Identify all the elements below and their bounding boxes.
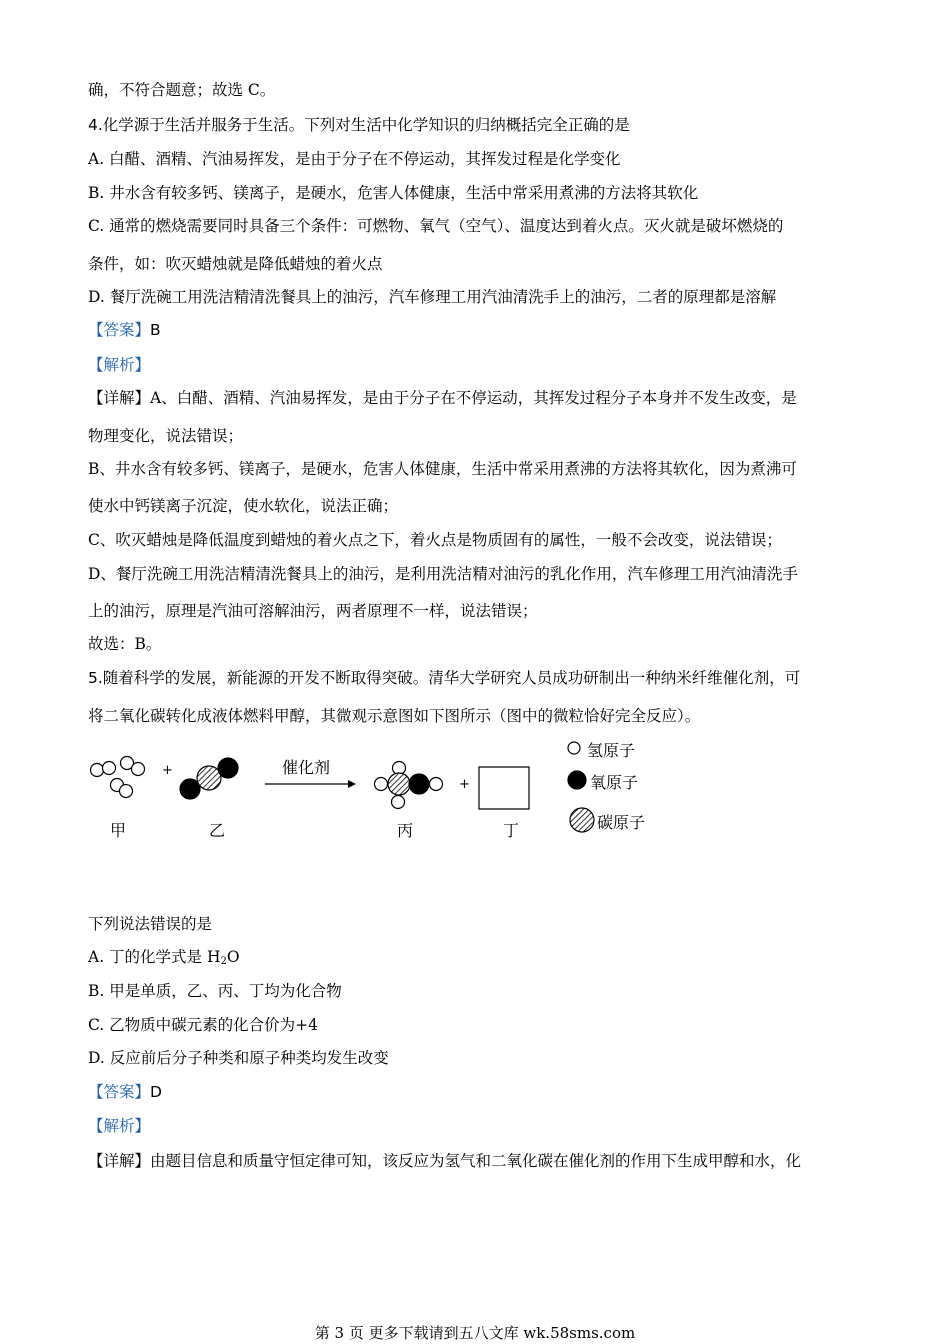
answer-line bbox=[88, 1082, 162, 1102]
answer-value: D bbox=[150, 1083, 162, 1101]
question-5-prompt: 下列说法错误的是 bbox=[88, 915, 213, 933]
legend-hydrogen: 氢原子 bbox=[587, 741, 636, 760]
analysis-tag: 【解析】 bbox=[88, 356, 151, 374]
option-a-text: A. 丁的化学式是 H bbox=[88, 948, 221, 966]
co2-molecule-yi bbox=[180, 758, 238, 799]
subscript: 2 bbox=[220, 956, 227, 967]
plus-sign: + bbox=[162, 763, 173, 778]
question-4-stem bbox=[88, 115, 630, 135]
analysis-tag-line bbox=[88, 1116, 150, 1136]
methanol-molecule-bing bbox=[375, 762, 443, 809]
detail-line: 故选：B。 bbox=[88, 635, 162, 653]
hydrogen-molecules-jia bbox=[91, 757, 145, 798]
option-b: B. 甲是单质，乙、丙、丁均为化合物 bbox=[88, 982, 342, 1000]
detail-line: B、井水含有较多钙、镁离子，是硬水，危害人体健康，生活中常采用煮沸的方法将其软化，因为煮沸可 bbox=[88, 460, 797, 478]
label-bing: 丙 bbox=[397, 821, 414, 840]
legend-carbon: 碳原子 bbox=[597, 813, 646, 832]
answer-line bbox=[88, 320, 161, 340]
option-b: B. 井水含有较多钙、镁离子，是硬水，危害人体健康，生活中常采用煮沸的方法将其软化 bbox=[88, 184, 699, 202]
answer-tag: 【答案】 bbox=[88, 321, 151, 339]
reaction-arrow bbox=[265, 780, 356, 788]
detail-line: C、吹灭蜡烛是降低温度到蜡烛的着火点之下，着火点是物质固有的属性，一般不会改变，说法错误； bbox=[88, 531, 782, 549]
detail-line: 使水中钙镁离子沉淀，使水软化，说法正确； bbox=[88, 497, 399, 515]
analysis-tag-line bbox=[88, 355, 150, 375]
question-text: 化学源于生活并服务于生活。下列对生活中化学知识的归纳概括完全正确的是 bbox=[102, 116, 630, 134]
question-5-stem bbox=[88, 668, 800, 688]
question-number: 5. bbox=[88, 669, 103, 687]
detail-line: 物理变化，说法错误； bbox=[88, 427, 244, 445]
detail-tag: 【详解】 bbox=[88, 1152, 151, 1170]
detail-line: D、餐厅洗碗工用洗洁精清洗餐具上的油污，是利用洗洁精对油污的乳化作用，汽车修理工用汽油清洗手 bbox=[88, 565, 798, 583]
label-jia: 甲 bbox=[110, 821, 127, 840]
detail-tag: 【详解】 bbox=[88, 389, 151, 407]
detail-text: A、白醋、酒精、汽油易挥发，是由于分子在不停运动，其挥发过程分子本身并不发生改变，是 bbox=[150, 389, 797, 407]
option-c-line1: C. 通常的燃烧需要同时具备三个条件：可燃物、氧气（空气）、温度达到着火点。灭火就是破坏燃烧的 bbox=[88, 217, 784, 235]
option-a bbox=[88, 947, 240, 972]
page-footer: 第 3 页 更多下载请到五八文库 wk.58sms.com bbox=[314, 1324, 636, 1342]
option-a-tail: O bbox=[226, 948, 240, 966]
option-d: D. 反应前后分子种类和原子种类均发生改变 bbox=[88, 1049, 389, 1067]
reaction-diagram bbox=[80, 735, 680, 845]
text-line: 确，不符合题意；故选 C。 bbox=[88, 81, 276, 99]
detail-line: 上的油污，原理是汽油可溶解油污，两者原理不一样，说法错误； bbox=[88, 602, 538, 620]
plus-sign: + bbox=[459, 777, 470, 792]
product-box-ding bbox=[479, 767, 529, 809]
option-d: D. 餐厅洗碗工用洗洁精清洗餐具上的油污，汽车修理工用汽油清洗手上的油污，二者的原理都是溶解 bbox=[88, 288, 777, 306]
catalyst-label: 催化剂 bbox=[282, 758, 331, 777]
detail-line bbox=[88, 388, 797, 408]
label-yi: 乙 bbox=[209, 821, 226, 840]
option-a: A. 白醋、酒精、汽油易挥发，是由于分子在不停运动，其挥发过程是化学变化 bbox=[88, 150, 621, 168]
answer-tag: 【答案】 bbox=[88, 1083, 151, 1101]
legend-oxygen: 氧原子 bbox=[590, 773, 639, 792]
question-5-stem-line2: 将二氧化碳转化成液体燃料甲醇，其微观示意图如下图所示（图中的微粒恰好完全反应）。 bbox=[88, 707, 701, 725]
question-number: 4. bbox=[88, 116, 103, 134]
detail-text: 由题目信息和质量守恒定律可知，该反应为氢气和二氧化碳在催化剂的作用下生成甲醇和水，化 bbox=[150, 1152, 802, 1170]
label-ding: 丁 bbox=[503, 821, 520, 840]
option-c-line2: 条件，如：吹灭蜡烛就是降低蜡烛的着火点 bbox=[88, 255, 383, 273]
analysis-tag: 【解析】 bbox=[88, 1117, 151, 1135]
option-c: C. 乙物质中碳元素的化合价为+4 bbox=[88, 1016, 319, 1034]
answer-value: B bbox=[150, 321, 161, 339]
question-text: 随着科学的发展，新能源的开发不断取得突破。清华大学研究人员成功研制出一种纳米纤维催化剂，可 bbox=[102, 669, 801, 687]
detail-line bbox=[88, 1151, 801, 1171]
